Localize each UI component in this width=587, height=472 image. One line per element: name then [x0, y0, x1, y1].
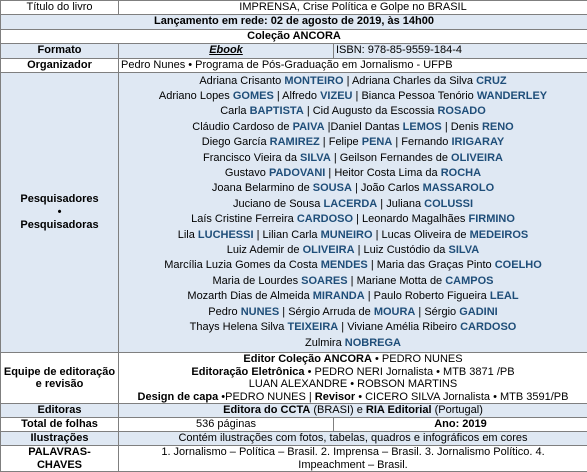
keywords-label-line1: PALAVRAS- — [3, 446, 116, 459]
illustrations-label: Ilustrações — [1, 432, 119, 446]
researcher-given-name: Gustavo — [225, 167, 269, 179]
researcher-given-name: Diego García — [202, 136, 270, 148]
researcher-given-name: Pedro — [208, 306, 240, 318]
researcher-given-name: |Daniel Dantas — [325, 121, 403, 133]
researchers-label-bullet: • — [3, 206, 116, 219]
collection-text: Coleção ANCORA — [1, 29, 587, 43]
researcher-line — [121, 104, 585, 119]
launch-text: Lançamento em rede: 02 de agosto de 2019, às 14h00 — [1, 14, 587, 29]
researcher-given-name: | Sérgio Arruda de — [279, 306, 374, 318]
researcher-surname: COELHO — [495, 259, 542, 271]
editorial-label: Equipe de editoração e revisão — [1, 352, 119, 403]
researcher-surname: NUNES — [241, 306, 280, 318]
publishers-label: Editoras — [1, 404, 119, 418]
researcher-surname: RAMIREZ — [270, 136, 320, 148]
researcher-surname: CAMPOS — [445, 275, 493, 287]
researcher-given-name: | Mariane Motta de — [348, 275, 446, 287]
researcher-given-name: | Alfredo — [274, 90, 320, 102]
researcher-given-name: Joana Belarmino de — [212, 182, 313, 194]
researcher-surname: COLUSSI — [424, 198, 473, 210]
researcher-given-name: Marcília Luzia Gomes da Costa — [164, 259, 321, 271]
researcher-surname: FIRMINO — [468, 213, 514, 225]
researchers-row — [1, 72, 587, 352]
title-row — [1, 1, 587, 15]
researcher-surname: LEAL — [490, 290, 519, 302]
organizer-value: Pedro Nunes • Programa de Pós-Graduação em Jornalismo - UFPB — [119, 58, 587, 72]
researcher-line — [121, 151, 585, 166]
editorial-line-3: LUAN ALEXANDRE • ROBSON MARTINS — [121, 378, 585, 391]
pages-row — [1, 418, 587, 432]
pages-label: Total de folhas — [1, 418, 119, 432]
researcher-given-name: Mozarth Dias de Almeida — [187, 290, 312, 302]
researcher-given-name: | Bianca Pessoa Tenório — [353, 90, 477, 102]
isbn-value: ISBN: 978-85-9559-184-4 — [334, 43, 587, 58]
researcher-line — [121, 74, 585, 89]
researcher-surname: ROCHA — [441, 167, 481, 179]
keywords-label — [1, 446, 119, 472]
researcher-given-name: Adriano Lopes — [159, 90, 233, 102]
researcher-line — [121, 166, 585, 181]
researcher-surname: GADINI — [459, 306, 498, 318]
researcher-line — [121, 135, 585, 150]
researcher-surname: SOARES — [301, 275, 347, 287]
researcher-line — [121, 336, 585, 351]
researcher-surname: WANDERLEY — [477, 90, 547, 102]
researchers-label-line2: Pesquisadoras — [3, 219, 116, 232]
title-label: Título do livro — [1, 1, 119, 15]
researcher-surname: LEMOS — [403, 121, 442, 133]
editorial-line-4: Design de capa •PEDRO NUNES | Revisor • CICERO SILVA Jornalista • MTB 3591/PB — [121, 391, 585, 404]
researchers-label — [1, 72, 119, 352]
keywords-value — [119, 446, 587, 472]
researcher-given-name: | Cid Augusto da Escossia — [304, 105, 438, 117]
researcher-given-name: | Heitor Costa Lima da — [325, 167, 440, 179]
researcher-line — [121, 274, 585, 289]
researcher-given-name: Maria de Lourdes — [212, 275, 301, 287]
publishers-value: Editora do CCTA (BRASI) e RIA Editorial (Portugal) — [119, 404, 587, 418]
researcher-line — [121, 181, 585, 196]
researcher-surname: MOURA — [374, 306, 416, 318]
pages-value: 536 páginas — [119, 418, 334, 432]
researcher-surname: SOUSA — [313, 182, 352, 194]
researcher-line — [121, 212, 585, 227]
researcher-surname: TEIXEIRA — [287, 321, 338, 333]
researcher-given-name: | Leonardo Magalhães — [353, 213, 468, 225]
researcher-line — [121, 289, 585, 304]
editorial-line-1: Editor Coleção ANCORA • PEDRO NUNES — [121, 353, 585, 366]
keywords-row — [1, 446, 587, 472]
researcher-surname: SILVA — [448, 244, 479, 256]
editorial-line-2: Editoração Eletrônica • PEDRO NERI Jornalista • MTB 3871 /PB — [121, 366, 585, 379]
researcher-given-name: | Paulo Roberto Figueira — [365, 290, 490, 302]
researcher-given-name: Cláudio Cardoso de — [192, 121, 292, 133]
year-value: Ano: 2019 — [334, 418, 587, 432]
researcher-surname: IRIGARAY — [451, 136, 504, 148]
organizer-label: Organizador — [1, 58, 119, 72]
researcher-surname: MIRANDA — [313, 290, 365, 302]
researcher-given-name: | Lilian Carla — [254, 229, 321, 241]
researcher-given-name: | Fernando — [392, 136, 451, 148]
researcher-surname: OLIVEIRA — [451, 152, 503, 164]
researcher-line — [121, 89, 585, 104]
researcher-surname: SILVA — [300, 152, 331, 164]
editorial-row — [1, 352, 587, 403]
researcher-line — [121, 243, 585, 258]
researcher-surname: PAIVA — [293, 121, 325, 133]
researchers-list — [119, 72, 587, 352]
keywords-label-line2: CHAVES — [3, 459, 116, 472]
keywords-line-2: Impeachment – Brasil. — [121, 459, 585, 472]
researcher-given-name: | Maria das Graças Pinto — [368, 259, 495, 271]
researcher-given-name: | Felipe — [320, 136, 362, 148]
researcher-surname: MUNEIRO — [321, 229, 373, 241]
researcher-surname: CARDOSO — [460, 321, 516, 333]
researcher-surname: GOMES — [233, 90, 274, 102]
researcher-given-name: Carla — [220, 105, 249, 117]
researcher-surname: VIZEU — [320, 90, 352, 102]
title-value: IMPRENSA, Crise Política e Golpe no BRASIL — [119, 1, 587, 15]
researcher-given-name: Zulmira — [305, 337, 345, 349]
researcher-surname: NOBREGA — [345, 337, 401, 349]
researcher-given-name: Francisco Vieira da — [203, 152, 300, 164]
organizer-row — [1, 58, 587, 72]
researcher-line — [121, 258, 585, 273]
researcher-given-name: | Adriana Charles da Silva — [344, 75, 476, 87]
researcher-given-name: Laís Cristine Ferreira — [191, 213, 297, 225]
researcher-given-name: Thays Helena Silva — [190, 321, 288, 333]
researcher-given-name: | Sérgio — [415, 306, 459, 318]
format-value: Ebook — [119, 43, 334, 58]
researcher-surname: MEDEIROS — [470, 229, 529, 241]
collection-row — [1, 29, 587, 43]
researcher-given-name: | Lucas Oliveira de — [373, 229, 470, 241]
researcher-surname: CRUZ — [476, 75, 507, 87]
researcher-line — [121, 305, 585, 320]
researcher-given-name: | Viviane Amélia Ribeiro — [338, 321, 460, 333]
researcher-surname: CARDOSO — [297, 213, 353, 225]
researcher-line — [121, 228, 585, 243]
format-row — [1, 43, 587, 58]
researchers-label-line1: Pesquisadores — [3, 193, 116, 206]
editorial-value — [119, 352, 587, 403]
researcher-given-name: Juciano de Sousa — [233, 198, 324, 210]
researcher-surname: RENO — [482, 121, 514, 133]
researcher-given-name: Luiz Ademir de — [227, 244, 303, 256]
researcher-surname: PADOVANI — [269, 167, 325, 179]
researcher-given-name: | João Carlos — [352, 182, 423, 194]
researcher-surname: MASSAROLO — [423, 182, 495, 194]
publishers-row — [1, 404, 587, 418]
researcher-given-name: | Juliana — [377, 198, 424, 210]
researcher-line — [121, 197, 585, 212]
researcher-line — [121, 120, 585, 135]
keywords-line-1: 1. Jornalismo – Política – Brasil. 2. Imprensa – Brasil. 3. Jornalismo Político. 4. — [121, 446, 585, 459]
researcher-surname: BAPTISTA — [250, 105, 304, 117]
illustrations-value: Contém ilustrações com fotos, tabelas, quadros e infográficos em cores — [119, 432, 587, 446]
researcher-surname: MONTEIRO — [284, 75, 343, 87]
researcher-given-name: | Geilson Fernandes de — [331, 152, 451, 164]
researcher-surname: LACERDA — [323, 198, 377, 210]
researcher-surname: LUCHESSI — [198, 229, 254, 241]
format-label: Formato — [1, 43, 119, 58]
researcher-surname: ROSADO — [437, 105, 485, 117]
researcher-given-name: Lila — [178, 229, 198, 241]
researcher-surname: MENDES — [321, 259, 368, 271]
launch-row — [1, 14, 587, 29]
researcher-given-name: | Luiz Custódio da — [355, 244, 449, 256]
researcher-surname: OLIVEIRA — [303, 244, 355, 256]
researcher-surname: PENA — [362, 136, 393, 148]
researcher-line — [121, 320, 585, 335]
researcher-given-name: Adriana Crisanto — [199, 75, 284, 87]
researcher-given-name: | Denis — [442, 121, 482, 133]
